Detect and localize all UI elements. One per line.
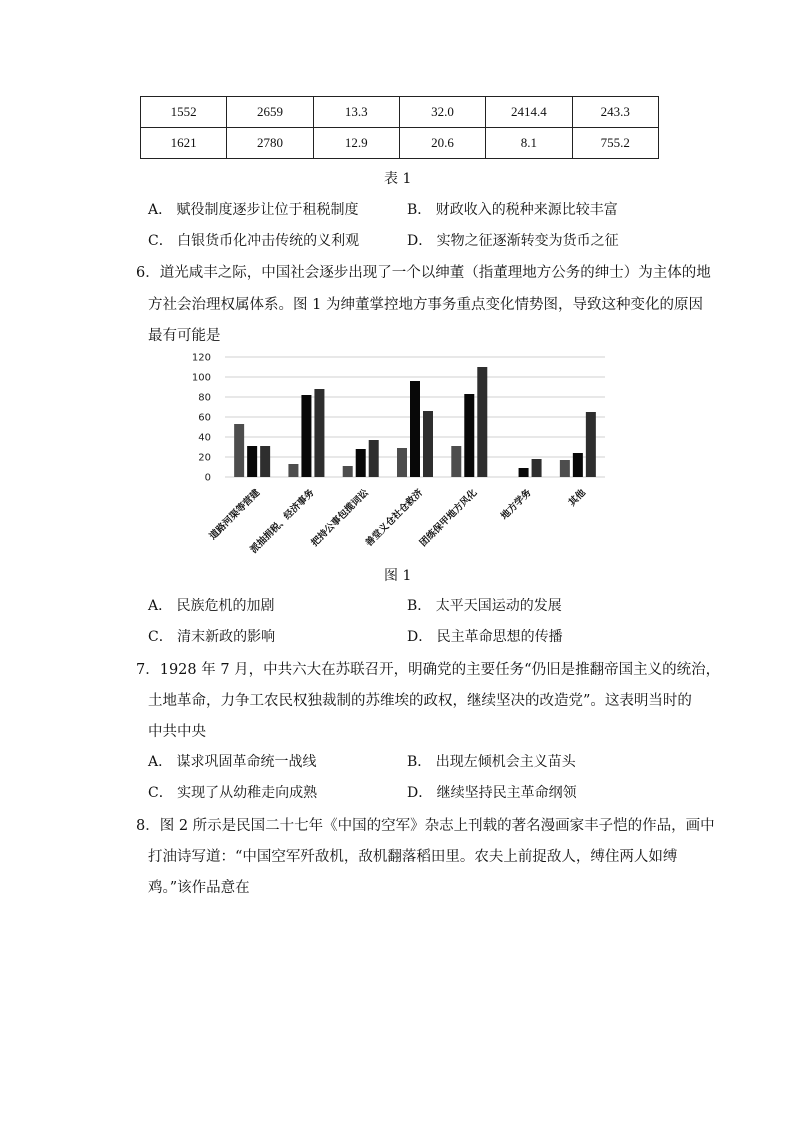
x-tick-label: 团练保甲地方风化 [417, 487, 480, 549]
table-cell: 12.9 [313, 128, 399, 159]
table-cell: 20.6 [399, 128, 485, 159]
table-cell: 13.3 [313, 97, 399, 128]
q7-option-a: A． 谋求巩固革命统一战线 [148, 754, 317, 770]
q7-option-b: B． 出现左倾机会主义苗头 [407, 754, 576, 770]
table-row [141, 97, 659, 128]
table-cell: 755.2 [572, 128, 658, 159]
y-tick-label: 60 [198, 412, 211, 424]
q8-stem-line: 鸡。”该作品意在 [148, 880, 250, 896]
table-row [141, 128, 659, 159]
q6-stem-line: 最有可能是 [148, 328, 221, 344]
q5-option-d: D． 实物之征逐渐转变为货币之征 [407, 233, 619, 249]
x-tick-label: 其他 [566, 487, 588, 509]
chart-bar [234, 424, 244, 477]
figure-1-chart [180, 345, 620, 560]
chart-bar [573, 453, 583, 477]
y-tick-label: 100 [191, 372, 211, 384]
table-cell: 2659 [227, 97, 313, 128]
table-cell: 1552 [141, 97, 227, 128]
q6-option-a: A． 民族危机的加剧 [148, 598, 275, 614]
y-tick-label: 40 [198, 432, 211, 444]
chart-bar [288, 464, 298, 477]
y-tick-label: 20 [198, 452, 211, 464]
q6-option-b: B． 太平天国运动的发展 [407, 598, 562, 614]
chart-bar [356, 449, 366, 477]
table-cell: 32.0 [399, 97, 485, 128]
q6-stem-line: 方社会治理权属体系。图 1 为绅董掌控地方事务重点变化情势图，导致这种变化的原因 [148, 297, 703, 313]
y-tick-label: 0 [204, 472, 211, 484]
table-cell: 1621 [141, 128, 227, 159]
x-tick-label: 把持公事包揽词讼 [309, 487, 371, 549]
y-tick-label: 120 [191, 352, 211, 364]
chart-bar [451, 446, 461, 477]
table-cell: 2414.4 [486, 97, 572, 128]
table-cell: 243.3 [572, 97, 658, 128]
x-tick-label: 道路河渠等营建 [207, 487, 263, 543]
q5-option-b: B． 财政收入的税种来源比较丰富 [407, 202, 618, 218]
x-tick-label: 地方学务 [499, 487, 534, 523]
q7-stem-line: 中共中央 [148, 724, 206, 740]
chart-bar [369, 440, 379, 477]
q6-option-d: D． 民主革命思想的传播 [407, 629, 563, 645]
q7-stem-line: 土地革命，力争工农民权独裁制的苏维埃的政权，继续坚决的改造党”。这表明当时的 [148, 693, 692, 709]
chart-x-labels [207, 486, 589, 555]
chart-bar [301, 395, 311, 477]
table-cell: 2780 [227, 128, 313, 159]
q8-stem-line: 打油诗写道：“中国空军歼敌机，敌机翻落稻田里。农夫上前捉敌人，缚住两人如缚 [148, 849, 678, 865]
chart-bar [560, 460, 570, 477]
q6-stem-line: 6．道光咸丰之际，中国社会逐步出现了一个以绅董（指董理地方公务的绅士）为主体的地 [136, 265, 711, 281]
table-cell: 8.1 [486, 128, 572, 159]
q5-option-a: A． 赋役制度逐步让位于租税制度 [148, 202, 359, 218]
q8-stem-line: 8．图 2 所示是民国二十七年《中国的空军》杂志上刊载的著名漫画家丰子恺的作品，画中 [136, 818, 715, 834]
chart-bar [477, 367, 487, 477]
x-tick-label: 派抽捐税、经济事务 [248, 487, 317, 556]
chart-bar [519, 468, 529, 477]
table-caption: 表 1 [384, 171, 412, 187]
x-tick-label: 善堂义仓社仓救济 [363, 487, 426, 549]
q7-option-d: D． 继续坚持民主革命纲领 [407, 785, 577, 801]
chart-bar [586, 412, 596, 477]
chart-bar [247, 446, 257, 477]
chart-bar [343, 466, 353, 477]
chart-bar [397, 448, 407, 477]
chart-bar [464, 394, 474, 477]
chart-bar [532, 459, 542, 477]
chart-bar [260, 446, 270, 477]
data-table [140, 96, 659, 159]
chart-bar [410, 381, 420, 477]
chart-bar [314, 389, 324, 477]
y-tick-label: 80 [198, 392, 211, 404]
q7-stem-line: 7．1928 年 7 月，中共六大在苏联召开，明确党的主要任务“仍旧是推翻帝国主义的统治， [136, 662, 721, 678]
figure-caption: 图 1 [384, 568, 412, 584]
chart-bar [423, 411, 433, 477]
q7-option-c: C． 实现了从幼稚走向成熟 [148, 785, 318, 801]
q5-option-c: C． 白银货币化冲击传统的义利观 [148, 233, 360, 249]
q6-option-c: C． 清末新政的影响 [148, 629, 276, 645]
chart-y-axis [192, 353, 211, 484]
chart-bars [234, 367, 596, 477]
